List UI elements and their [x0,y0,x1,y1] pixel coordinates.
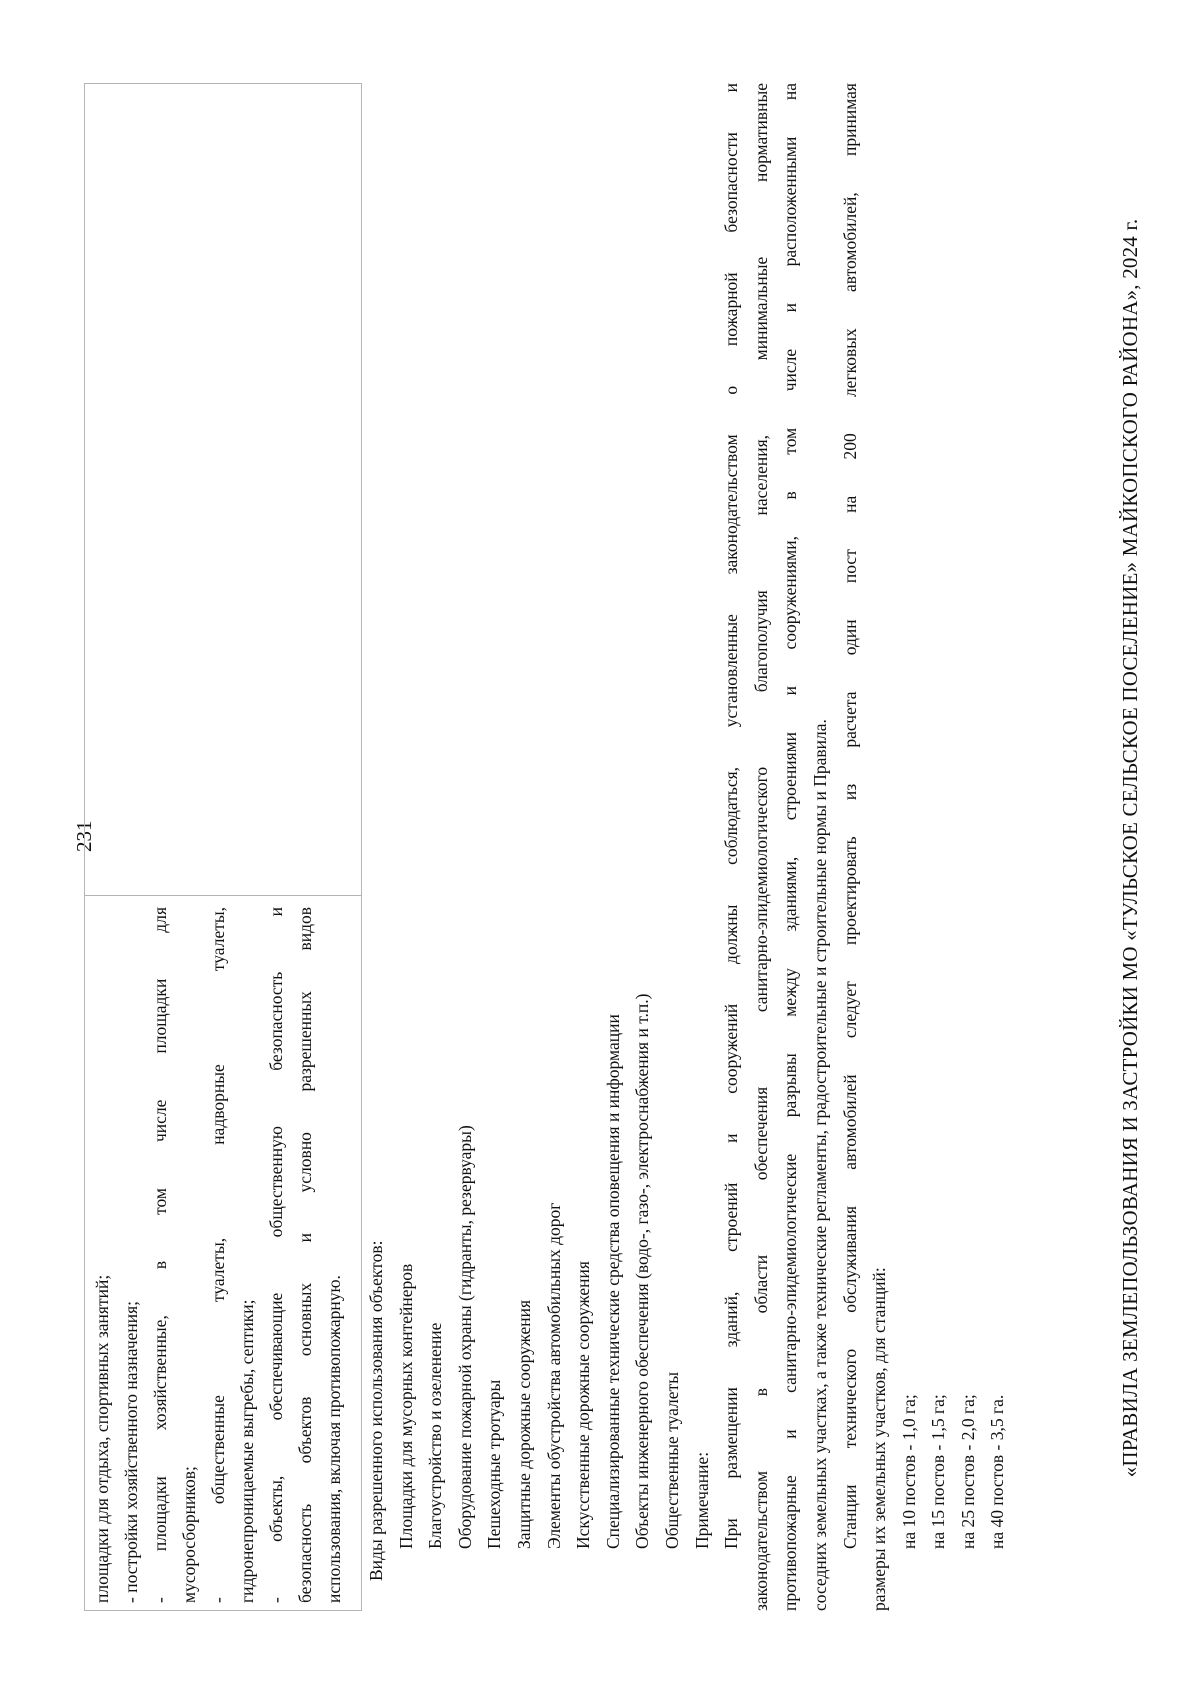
list-item: на 40 постов - 3,5 га. [987,1394,1008,1549]
list-item: на 15 постов - 1,5 га; [928,1394,949,1549]
list-item: Специализированные технические средства оповещения и информации [602,1014,623,1549]
list-item: Элементы обустройства автомобильных дорог [543,1202,564,1549]
note-label: Примечание: [691,1451,712,1549]
table-line: - общественные туалеты, надворные туалеты, [208,907,228,1603]
list-item: Площадки для мусорных контейнеров [395,1263,416,1549]
table-line: мусоросборников; [179,1466,199,1603]
table-line: использования, включая противопожарную. [324,1275,344,1603]
list-item: Защитные дорожные сооружения [513,1299,534,1549]
table-line: площадки для отдыха, спортивных занятий; [92,1274,112,1603]
page-number: 231 [72,820,96,852]
table-line: гидронепроницаемые выгребы, септики; [237,1299,257,1603]
list-item: Благоустройство и озеленение [425,1322,446,1549]
paragraph-line: размеры их земельных участков, для станций: [869,1267,890,1611]
list-item: Пешеходные тротуары [484,1379,505,1549]
document-body [362,83,1013,1611]
list-item: Оборудование пожарной охраны (гидранты, резервуары) [454,1125,475,1549]
paragraph-line: При размещении зданий, строений и сооружений должны соблюдаться, установленные законодательством о пожарной безопасности и [721,83,742,1549]
list-item: на 25 постов - 2,0 га; [957,1394,978,1549]
table-line: безопасность объектов основных и условно разрешенных видов [295,907,315,1603]
list-item: Искусственные дорожные сооружения [573,1261,594,1549]
paragraph-line: законодательством в области обеспечения санитарно-эпидемиологического благополучия населения, минимальные нормативные [750,83,771,1611]
page-footer: «ПРАВИЛА ЗЕМЛЕПОЛЬЗОВАНИЯ И ЗАСТРОЙКИ МО «ТУЛЬСКОЕ СЕЛЬСКОЕ ПОСЕЛЕНИЕ» МАЙКОПСКОГО РАЙОНА», 2024 г. [1118,218,1142,1478]
paragraph-line: противопожарные и санитарно-эпидемиологические разрывы между зданиями, строениями и сооружениями, в том числе и расположенными на [780,83,801,1611]
list-item: Общественные туалеты [661,1372,682,1549]
paragraph-line: Станции технического обслуживания автомобилей следует проектировать из расчета один пост на 200 легковых автомобилей, принимая [839,83,860,1549]
table-left-cell [88,907,349,1603]
table-column-divider [84,895,362,896]
table-line: - объекты, обеспечивающие общественную безопасность и [266,907,286,1603]
table-line: - постройки хозяйственного назначения; [121,1300,141,1603]
list-item: на 10 постов - 1,0 га; [898,1394,919,1549]
list-item: Объекты инженерного обеспечения (водо-, газо-, электроснабжения и т.п.) [632,993,653,1549]
paragraph-line: соседних земельных участках, а также технические регламенты, градостроительные и строительные нормы и Правила. [809,719,830,1611]
section-heading: Виды разрешенного использования объектов: [366,1240,386,1581]
table-line: - площадки хозяйственные, в том числе площадки для [150,907,170,1603]
